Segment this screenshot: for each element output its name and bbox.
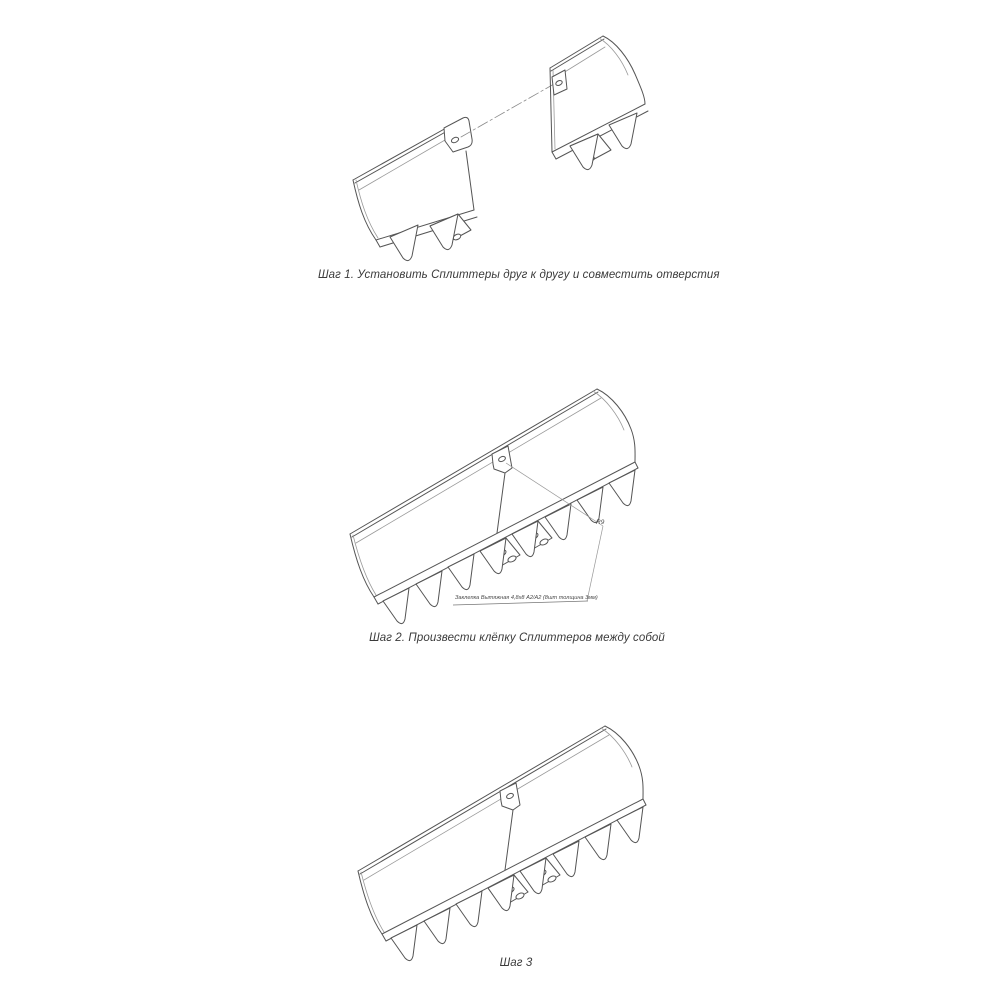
step3-caption: Шаг 3: [499, 957, 533, 969]
joined-splitter: [350, 389, 638, 624]
fin: [609, 113, 637, 149]
radius-label: R9: [596, 519, 605, 526]
fin: [390, 225, 418, 261]
splitter-left-piece: [353, 117, 477, 260]
note-underline: [453, 601, 588, 605]
step2-drawing: [335, 385, 665, 635]
splitter-right-piece: [550, 36, 648, 170]
rivet-tab: [444, 117, 472, 152]
joined-splitter: [358, 726, 646, 961]
fin: [570, 134, 598, 170]
rivet-note-label: Заклепка Вытяжная 4,8x8 А2/А2 (8шт толщина 3мм): [455, 595, 598, 601]
alignment-dashed-line: [461, 84, 554, 137]
step1-caption: Шаг 1. Установить Сплиттеры друг к другу и совместить отверстия: [318, 269, 720, 281]
leader-line: [587, 526, 603, 601]
step3-drawing: [343, 722, 673, 972]
step2-caption: Шаг 2. Произвести клёпку Сплиттеров между собой: [369, 632, 665, 644]
step1-drawing: [345, 20, 690, 270]
